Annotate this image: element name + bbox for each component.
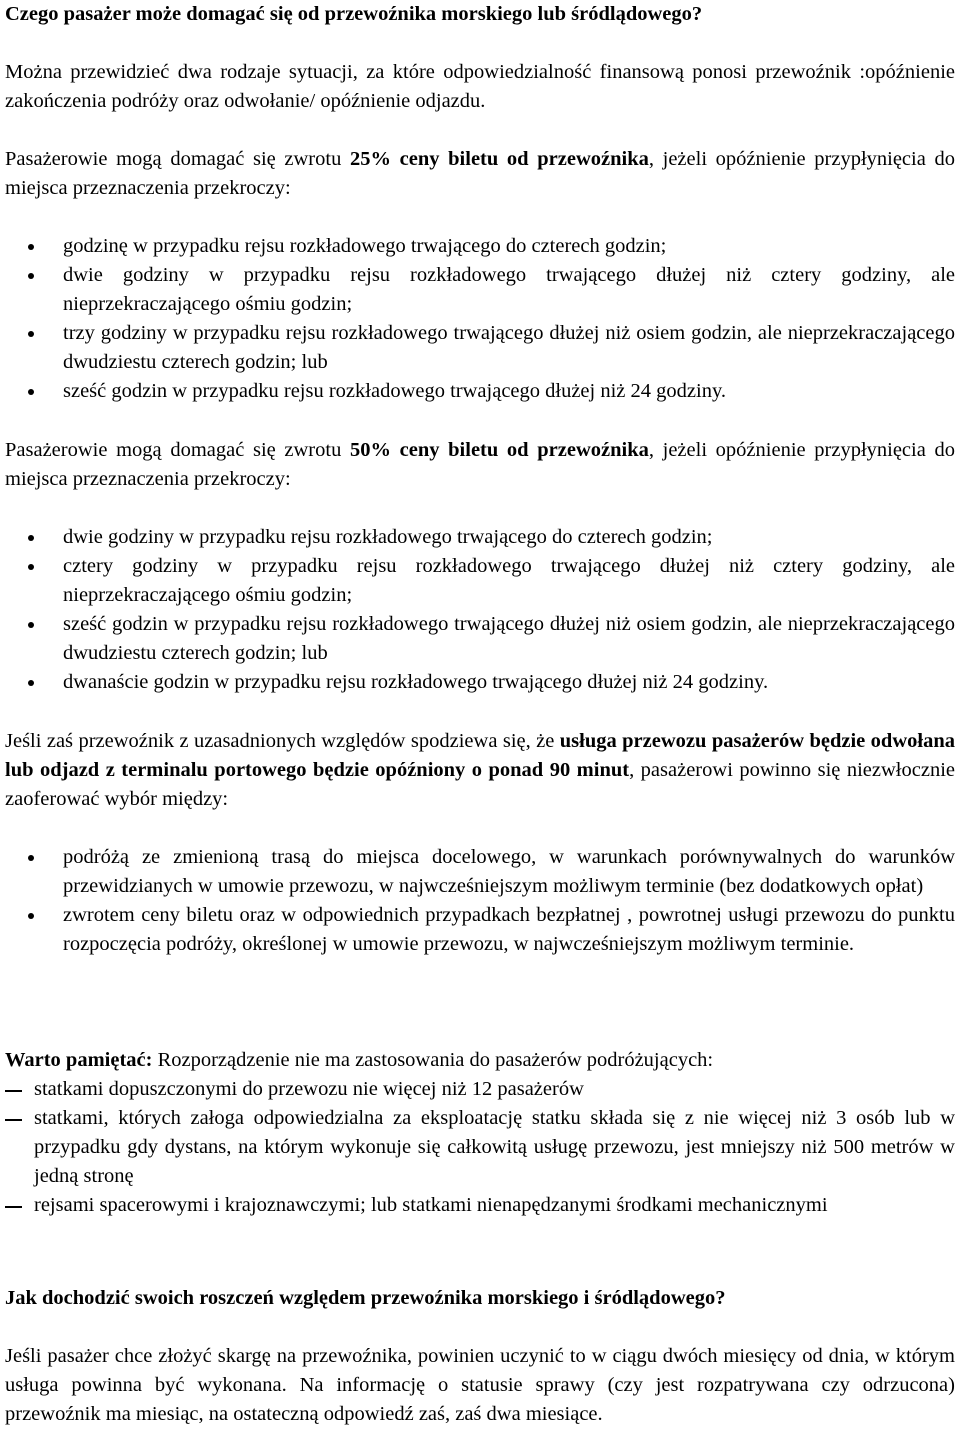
refund-25-pre: Pasażerowie mogą domagać się zwrotu [5, 148, 350, 170]
refund-50-list [5, 523, 955, 697]
exemptions-list [5, 1075, 955, 1220]
refund-50-pre: Pasażerowie mogą domagać się zwrotu [5, 439, 350, 461]
bullet-icon [28, 622, 34, 628]
list-item-text: dwie godziny w przypadku rejsu rozkładowego trwającego dłużej niż cztery godziny, ale nieprzekraczającego ośmiu godzin; [63, 264, 955, 315]
list-item [5, 552, 955, 610]
bullet-icon [28, 680, 34, 686]
intro-paragraph: Można przewidzieć dwa rodzaje sytuacji, za które odpowiedzialność finansową ponosi przewoźnik :opóźnienie zakończenia podróży oraz odwołanie/ opóźnienie odjazdu. [5, 61, 955, 112]
remember-paragraph [5, 1046, 955, 1075]
bullet-icon [28, 913, 34, 919]
bullet-icon [28, 535, 34, 541]
cancellation-pre: Jeśli zaś przewoźnik z uzasadnionych względów spodziewa się, że [5, 730, 560, 752]
remember-text: Rozporządzenie nie ma zastosowania do pasażerów podróżujących: [152, 1049, 714, 1071]
dash-icon [5, 1206, 22, 1208]
refund-25-bold: 25% ceny biletu od przewoźnika [349, 148, 649, 170]
bullet-icon [28, 273, 34, 279]
refund-50-post: , jeżeli opóźnienie przypłynięcia do miejsca przeznaczenia przekroczy: [5, 439, 955, 490]
list-item [5, 843, 955, 901]
claims-paragraph: Jeśli pasażer chce złożyć skargę na przewoźnika, powinien uczynić to w ciągu dwóch miesięcy od dnia, w którym usługa powinna być wykonana. Na informację o statusie sprawy (czy jest rozpatrywana czy odrzucona) przewoźnik ma miesiąc, na ostateczną odpowiedź zaś, zaś dwa miesiące. [5, 1345, 955, 1425]
heading-passenger-rights: Czego pasażer może domagać się od przewoźnika morskiego lub śródlądowego? [5, 3, 703, 25]
list-item [5, 319, 955, 377]
list-item [5, 668, 955, 697]
list-item-text: sześć godzin w przypadku rejsu rozkładowego trwającego dłużej niż osiem godzin, ale nieprzekraczającego dwudziestu czterech godzin; lub [63, 613, 955, 664]
cancellation-bold: usługa przewozu pasażerów będzie odwołana lub odjazd z terminalu portowego będzie opóźniony o ponad 90 minut [5, 730, 955, 781]
heading-claims: Jak dochodzić swoich roszczeń względem przewoźnika morskiego i śródlądowego? [5, 1287, 726, 1309]
refund-25-post: , jeżeli opóźnienie przypłynięcia do miejsca przeznaczenia przekroczy: [5, 148, 955, 199]
remember-bold: Warto pamiętać: [5, 1049, 153, 1071]
cancellation-post: , pasażerowi powinno się niezwłocznie zaoferować wybór między: [5, 759, 955, 810]
bullet-icon [28, 244, 34, 250]
dash-icon [5, 1119, 22, 1121]
list-item [5, 610, 955, 668]
list-item [5, 232, 955, 261]
list-item [5, 377, 955, 406]
refund-25-list [5, 232, 955, 406]
list-item-text: dwie godziny w przypadku rejsu rozkładowego trwającego do czterech godzin; [63, 526, 713, 548]
cancellation-options-list [5, 843, 955, 959]
list-item [5, 1075, 955, 1104]
refund-50-bold: 50% ceny biletu od przewoźnika [349, 439, 649, 461]
list-item [5, 523, 955, 552]
bullet-icon [28, 331, 34, 337]
list-item-text: trzy godziny w przypadku rejsu rozkładowego trwającego dłużej niż osiem godzin, ale nieprzekraczającego dwudziestu czterech godzin; lub [63, 322, 955, 373]
list-item-text: rejsami spacerowymi i krajoznawczymi; lub statkami nienapędzanymi środkami mechanicznymi [34, 1194, 828, 1216]
list-item [5, 261, 955, 319]
list-item [5, 1104, 955, 1191]
list-item-text: zwrotem ceny biletu oraz w odpowiednich przypadkach bezpłatnej , powrotnej usługi przewozu do punktu rozpoczęcia podróży, określonej w umowie przewozu, w najwcześniejszym możliwym terminie. [63, 904, 955, 955]
list-item-text: godzinę w przypadku rejsu rozkładowego trwającego do czterech godzin; [63, 235, 667, 257]
list-item-text: dwanaście godzin w przypadku rejsu rozkładowego trwającego dłużej niż 24 godziny. [63, 671, 769, 693]
bullet-icon [28, 389, 34, 395]
refund-50-paragraph [5, 436, 955, 494]
bullet-icon [28, 564, 34, 570]
bullet-icon [28, 855, 34, 861]
refund-25-paragraph [5, 145, 955, 203]
list-item-text: cztery godziny w przypadku rejsu rozkładowego trwającego dłużej niż cztery godziny, ale nieprzekraczającego ośmiu godzin; [63, 555, 955, 606]
dash-icon [5, 1090, 22, 1092]
list-item-text: sześć godzin w przypadku rejsu rozkładowego trwającego dłużej niż 24 godziny. [63, 380, 726, 402]
list-item-text: statkami dopuszczonymi do przewozu nie więcej niż 12 pasażerów [34, 1078, 584, 1100]
list-item [5, 901, 955, 959]
list-item-text: podróżą ze zmienioną trasą do miejsca docelowego, w warunkach porównywalnych do warunków przewidzianych w umowie przewozu, w najwcześniejszym możliwym terminie (bez dodatkowych opłat) [63, 846, 955, 897]
cancellation-paragraph [5, 727, 955, 814]
list-item [5, 1191, 955, 1220]
list-item-text: statkami, których załoga odpowiedzialna za eksploatację statku składa się z nie więcej niż 3 osób lub w przypadku gdy dystans, na którym wykonuje się całkowitą usługę przewozu, jest mniejszy niż 500 metrów w jedną stronę [34, 1107, 955, 1187]
